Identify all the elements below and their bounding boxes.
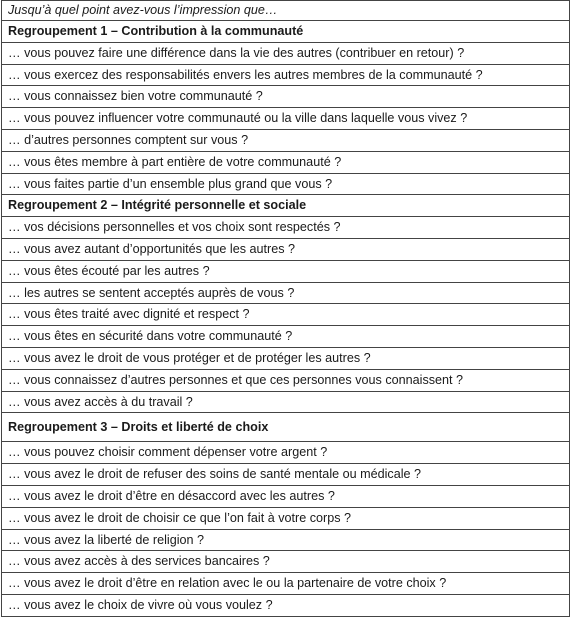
table-row — [2, 529, 570, 551]
question-item: … vous avez la liberté de religion ? — [2, 529, 570, 551]
group-3-header-row — [2, 413, 570, 442]
table-row — [2, 129, 570, 151]
question-item: … vous pouvez choisir comment dépenser votre argent ? — [2, 442, 570, 464]
question-item: … vous avez le droit de vous protéger et de protéger les autres ? — [2, 347, 570, 369]
table-row — [2, 260, 570, 282]
group-2-header-row — [2, 195, 570, 217]
question-item: … les autres se sentent acceptés auprès de vous ? — [2, 282, 570, 304]
table-row — [2, 391, 570, 413]
question-item: … d’autres personnes comptent sur vous ? — [2, 129, 570, 151]
group-1-header-row — [2, 21, 570, 43]
table-row — [2, 573, 570, 595]
table-row — [2, 42, 570, 64]
table-row — [2, 173, 570, 195]
question-item: … vous avez le droit d’être en désaccord avec les autres ? — [2, 485, 570, 507]
question-item: … vous exercez des responsabilités envers les autres membres de la communauté ? — [2, 64, 570, 86]
table-row — [2, 151, 570, 173]
question-item: … vous connaissez bien votre communauté ? — [2, 86, 570, 108]
question-item: … vous êtes traité avec dignité et respect ? — [2, 304, 570, 326]
table-row — [2, 86, 570, 108]
questionnaire-document — [1, 0, 570, 617]
table-row — [2, 282, 570, 304]
question-item: … vous êtes en sécurité dans votre communauté ? — [2, 326, 570, 348]
intro-text: Jusqu’à quel point avez-vous l’impression que… — [2, 1, 570, 21]
question-item: … vous pouvez influencer votre communauté ou la ville dans laquelle vous vivez ? — [2, 108, 570, 130]
question-item: … vous êtes écouté par les autres ? — [2, 260, 570, 282]
table-row — [2, 442, 570, 464]
group-2-title: Regroupement 2 – Intégrité personnelle et sociale — [2, 195, 570, 217]
table-row — [2, 594, 570, 616]
question-item: … vous êtes membre à part entière de votre communauté ? — [2, 151, 570, 173]
questionnaire-table — [1, 0, 570, 617]
question-item: … vous connaissez d’autres personnes et que ces personnes vous connaissent ? — [2, 369, 570, 391]
question-item: … vous avez le droit de choisir ce que l’on fait à votre corps ? — [2, 507, 570, 529]
question-item: … vous pouvez faire une différence dans la vie des autres (contribuer en retour) ? — [2, 42, 570, 64]
table-row — [2, 217, 570, 239]
group-1-title: Regroupement 1 – Contribution à la communauté — [2, 21, 570, 43]
table-row — [2, 238, 570, 260]
table-row — [2, 485, 570, 507]
table-row — [2, 369, 570, 391]
table-row — [2, 551, 570, 573]
table-row — [2, 108, 570, 130]
table-row — [2, 507, 570, 529]
question-item: … vous avez accès à du travail ? — [2, 391, 570, 413]
question-item: … vous avez le droit d’être en relation avec le ou la partenaire de votre choix ? — [2, 573, 570, 595]
group-3-title: Regroupement 3 – Droits et liberté de choix — [2, 413, 570, 442]
question-item: … vos décisions personnelles et vos choix sont respectés ? — [2, 217, 570, 239]
table-row — [2, 304, 570, 326]
question-item: … vous avez le choix de vivre où vous voulez ? — [2, 594, 570, 616]
question-item: … vous avez accès à des services bancaires ? — [2, 551, 570, 573]
table-row — [2, 326, 570, 348]
table-row — [2, 64, 570, 86]
question-item: … vous faites partie d’un ensemble plus grand que vous ? — [2, 173, 570, 195]
table-row — [2, 464, 570, 486]
question-item: … vous avez autant d’opportunités que les autres ? — [2, 238, 570, 260]
intro-row — [2, 1, 570, 21]
question-item: … vous avez le droit de refuser des soins de santé mentale ou médicale ? — [2, 464, 570, 486]
table-row — [2, 347, 570, 369]
